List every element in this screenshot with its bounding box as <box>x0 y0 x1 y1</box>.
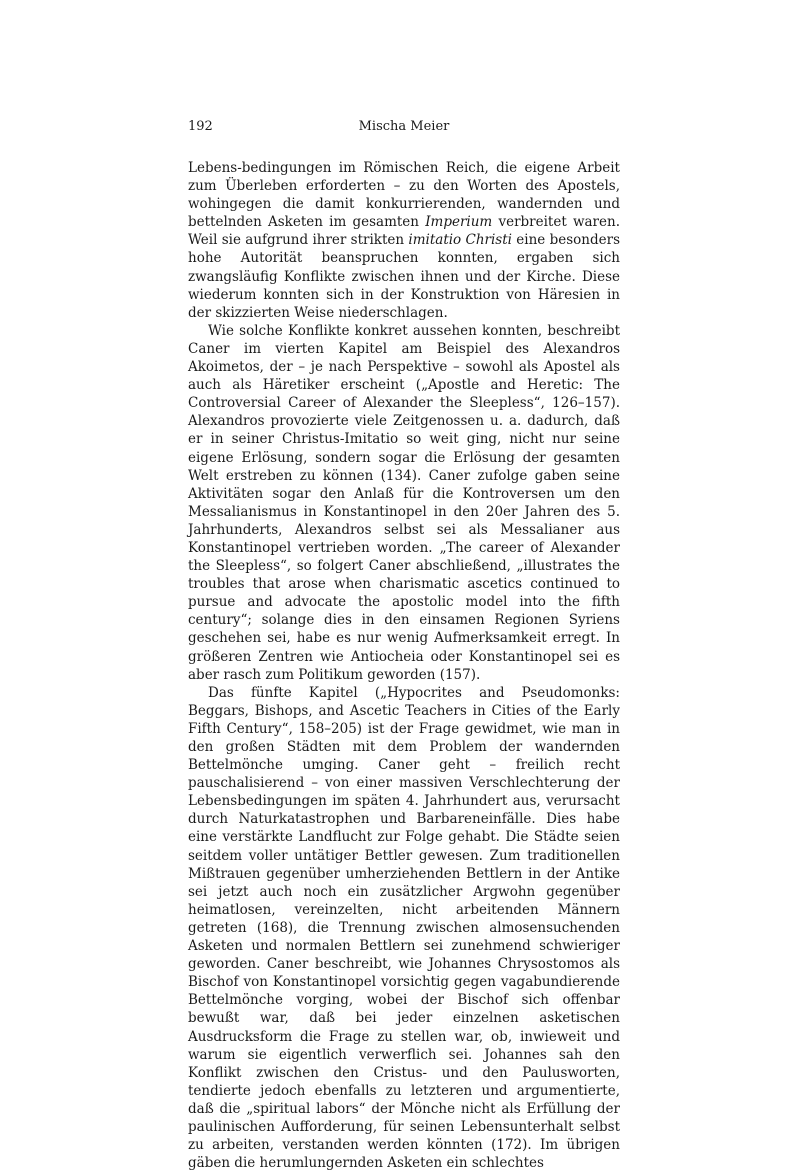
page-header <box>188 119 620 139</box>
text-segment: eine besonders hohe Autorität beanspruchen konnten, ergaben sich zwangsläufig Konflikte zwischen ihnen und der Kirche. Diese wiederum konnten sich in der Konstruktion von Häresien in der skizzierten Weise niederschlagen. <box>188 232 621 321</box>
page-number: 192 <box>188 119 213 134</box>
body-text <box>188 159 620 1172</box>
paragraph-1 <box>188 159 620 322</box>
italic-term-imitatio-christi: imitatio Christi <box>408 232 512 249</box>
italic-term-imperium: Imperium <box>425 214 493 231</box>
text-segment: verbreitet waren. Weil sie aufgrund ihrer strikten <box>188 214 620 249</box>
text-segment: Das fünfte Kapitel („Hypocrites and Pseudomonks: Beggars, Bishops, and Ascetic Teachers in Cities of the Early Fifth Century“, 158–205) ist der Frage gewidmet, wie man in den großen Städten mit dem Problem der wandernden Bettelmönche umging. Caner geht – freilich recht pauschalisierend – von einer massiven Verschlechterung der Lebensbedingungen im späten 4. Jahrhundert aus, verursacht durch Naturkatastrophen und Barbareneinfälle. Dies habe eine verstärkte Landflucht zur Folge gehabt. Die Städte seien seitdem voller untätiger Bettler gewesen. Zum traditionellen Mißtrauen gegenüber umherziehenden Bettlern in der Antike sei jetzt auch noch ein zusätzlicher Argwohn gegenüber heimatlosen, vereinzelten, nicht arbeitenden Männern getreten (168), die Trennung zwischen almosensuchenden Asketen und normalen Bettlern sei zunehmend schwieriger geworden. Caner beschreibt, wie Johannes Chrysostomos als Bischof von Konstantinopel vorsichtig gegen vagabundierende Bettelmönche vorging, wobei der Bischof sich offenbar bewußt war, daß bei jeder einzelnen asketischen Ausdrucksform die Frage zu stellen war, ob, inwieweit und warum sie eigentlich verwerflich sei. Johannes sah den Konflikt zwischen den Cristus- und den Paulusworten, tendierte jedoch ebenfalls zu letzteren und argumentierte, daß die „spiritual labors“ der Mönche nicht als Erfüllung der paulinischen Aufforderung, für seinen Lebensunterhalt selbst zu arbeiten, verstanden werden könnten (172). Im übrigen gäben die herumlungernden Asketen ein schlechtes <box>188 684 620 1172</box>
running-head: Mischa Meier <box>358 119 450 134</box>
text-segment: Lebens-bedingungen im Römischen Reich, die eigene Arbeit zum Überleben erforderten – zu den Worten des Apostels, wohingegen die damit konkurrierenden, wandernden und bettelnden Asketen im gesamten <box>188 160 620 231</box>
paragraph-2 <box>188 322 620 684</box>
text-segment: Wie solche Konflikte konkret aussehen konnten, beschreibt Caner im vierten Kapitel am Beispiel des Alexandros Akoimetos, der – je nach Perspektive – sowohl als Apostel als auch als Häretiker erscheint („Apostle and Heretic: The Controversial Career of Alexander the Sleepless“, 126–157). Alexandros provozierte viele Zeitgenossen u. a. dadurch, daß er in seiner Christus-Imitatio so weit ging, nicht nur seine eigene Erlösung, sondern sogar die Erlösung der gesamten Welt erstreben zu können (134). Caner zufolge gaben seine Aktivitäten sogar den Anlaß für die Kontroversen um den Messalianismus in Konstantinopel in den 20er Jahren des 5. Jahrhunderts, Alexandros selbst sei als Messalianer aus Konstantinopel vertrieben worden. „The career of Alexander the Sleepless“, so folgert Caner abschließend, „illustrates the troubles that arose when charismatic ascetics continued to pursue and advocate the apostolic model into the fifth century“; solange dies in den einsamen Regionen Syriens geschehen sei, habe es nur wenig Aufmerksamkeit erregt. In größeren Zentren wie Antiocheia oder Konstantinopel sei es aber rasch zum Politikum geworden (157). <box>188 322 620 683</box>
paragraph-3 <box>188 684 620 1172</box>
